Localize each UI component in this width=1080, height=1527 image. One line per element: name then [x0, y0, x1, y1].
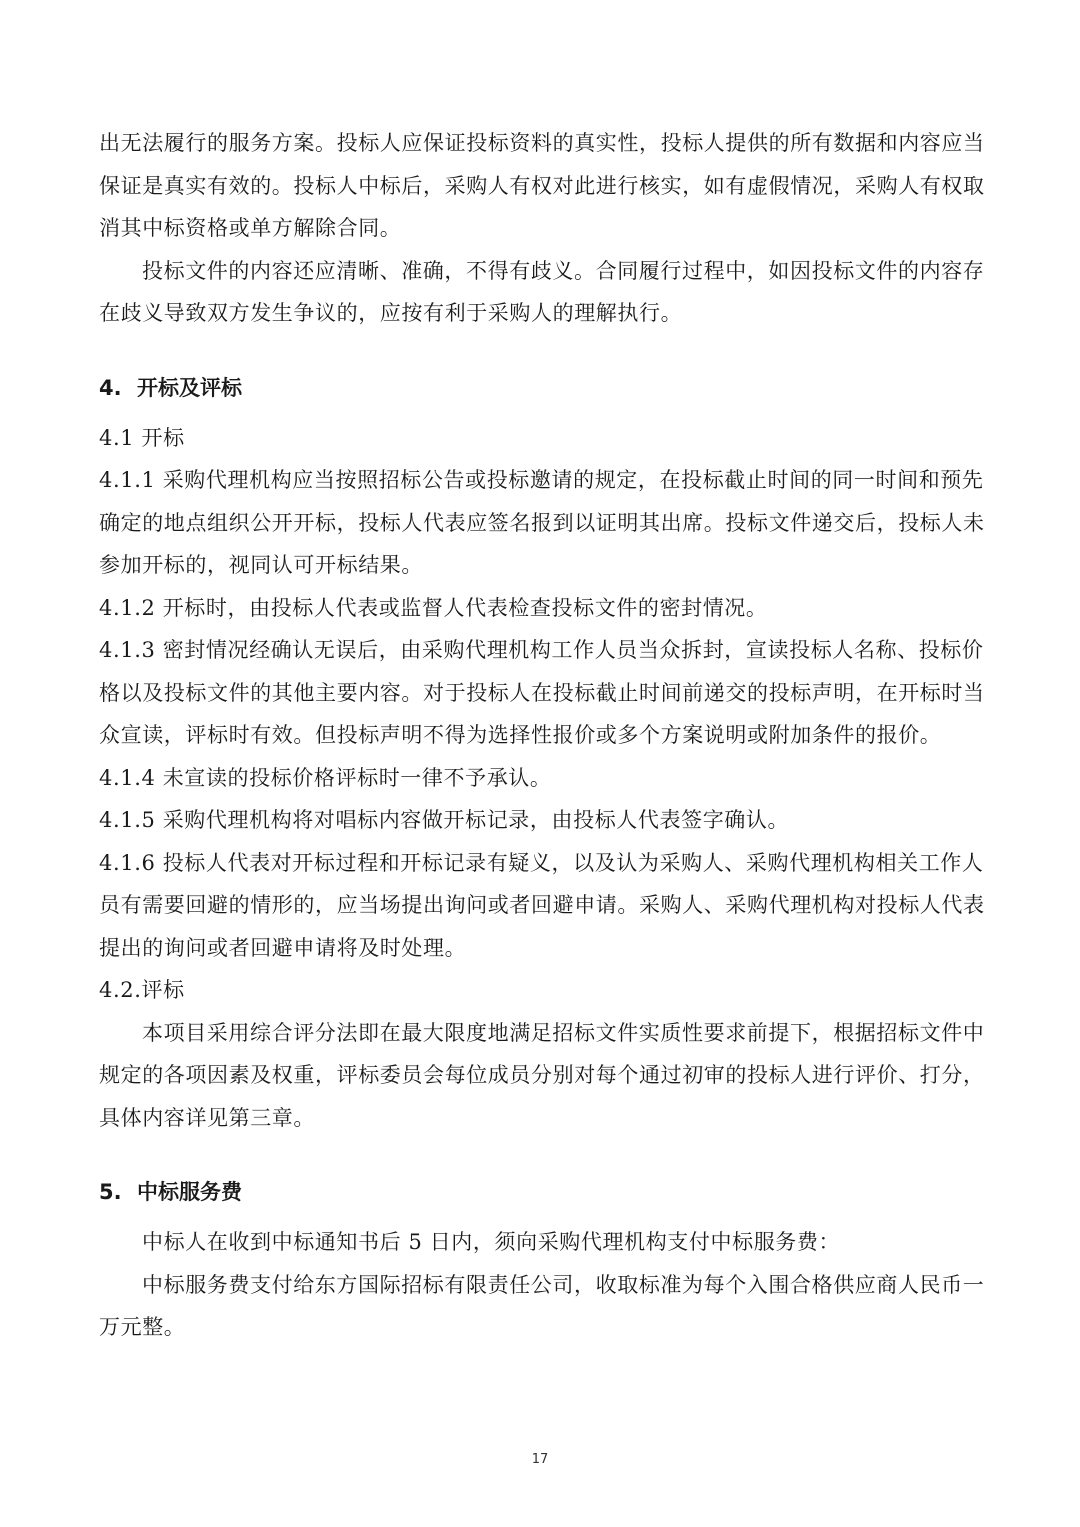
- clause-4-1-5: [99, 799, 983, 842]
- section-heading-5: [99, 1171, 983, 1213]
- paragraph-intro-1: [99, 122, 983, 250]
- paragraph-intro-2: [99, 250, 983, 335]
- text-line: 中标人在收到中标通知书后 5 日内，须向采购代理机构支付中标服务费：: [142, 1230, 841, 1254]
- text-line: 4.1.3 密封情况经确认无误后，由采购代理机构工作人员当众拆封，宣读投标人名称、投标价: [99, 638, 984, 662]
- text-line: 4.1.4 未宣读的投标价格评标时一律不予承认。: [99, 765, 552, 790]
- paragraph-evaluation: [99, 1012, 983, 1140]
- paragraph-service-fee-1: [99, 1221, 983, 1264]
- text-line: 出无法履行的服务方案。投标人应保证投标资料的真实性，投标人提供的所有数据和内容应当: [99, 131, 985, 155]
- text-line: 员有需要回避的情形的，应当场提出询问或者回避申请。采购人、采购代理机构对投标人代表: [99, 893, 985, 917]
- text-line: 本项目采用综合评分法即在最大限度地满足招标文件实质性要求前提下，根据招标文件中: [142, 1020, 985, 1045]
- section-number: 4.: [99, 375, 122, 400]
- text-line: 众宣读，评标时有效。但投标声明不得为选择性报价或多个方案说明或附加条件的报价。: [99, 723, 942, 747]
- text-line: 4.1.1 采购代理机构应当按照招标公告或投标邀请的规定，在投标截止时间的同一时间和预先: [99, 468, 984, 492]
- page-number: 17: [531, 1452, 549, 1467]
- clause-4-1-6: [99, 842, 983, 970]
- text-line: 参加开标的，视同认可开标结果。: [99, 553, 423, 577]
- section-heading-4: [99, 367, 983, 409]
- clause-4-1-1: [99, 459, 983, 587]
- section-title: 开标及评标: [137, 375, 242, 400]
- clause-4-1-2: [99, 587, 983, 630]
- text-line: 中标服务费支付给东方国际招标有限责任公司，收取标准为每个入围合格供应商人民币一: [142, 1272, 985, 1297]
- text-line: 4.1.6 投标人代表对开标过程和开标记录有疑义，以及认为采购人、采购代理机构相关工作人: [99, 850, 984, 875]
- section-title: 中标服务费: [137, 1180, 242, 1204]
- text-line: 确定的地点组织公开开标，投标人代表应签名报到以证明其出席。投标文件递交后，投标人未: [99, 510, 985, 535]
- text-line: 在歧义导致双方发生争议的，应按有利于采购人的理解执行。: [99, 301, 683, 325]
- clause-4-1-4: [99, 757, 983, 800]
- clause-4-1-3: [99, 629, 983, 757]
- paragraph-service-fee-2: [99, 1264, 983, 1349]
- document-page: [99, 122, 983, 1349]
- text-line: 提出的询问或者回避申请将及时处理。: [99, 935, 467, 960]
- text-line: 投标文件的内容还应清晰、准确，不得有歧义。合同履行过程中，如因投标文件的内容存: [142, 258, 985, 283]
- text-line: 规定的各项因素及权重，评标委员会每位成员分别对每个通过初审的投标人进行评价、打分，: [99, 1063, 985, 1087]
- text-line: 保证是真实有效的。投标人中标后，采购人有权对此进行核实，如有虚假情况，采购人有权取: [99, 173, 985, 198]
- subsection-title-4-1: 4.1 开标: [99, 425, 185, 450]
- text-line: 消其中标资格或单方解除合同。: [99, 216, 402, 240]
- text-line: 具体内容详见第三章。: [99, 1105, 315, 1130]
- text-line: 4.1.2 开标时，由投标人代表或监督人代表检查投标文件的密封情况。: [99, 595, 768, 620]
- text-line: 万元整。: [99, 1315, 186, 1339]
- section-number: 5.: [99, 1180, 122, 1204]
- text-line: 格以及投标文件的其他主要内容。对于投标人在投标截止时间前递交的投标声明，在开标时当: [99, 680, 985, 705]
- subsection-title-4-2: 4.2.评标: [99, 978, 185, 1002]
- text-line: 4.1.5 采购代理机构将对唱标内容做开标记录，由投标人代表签字确认。: [99, 808, 790, 832]
